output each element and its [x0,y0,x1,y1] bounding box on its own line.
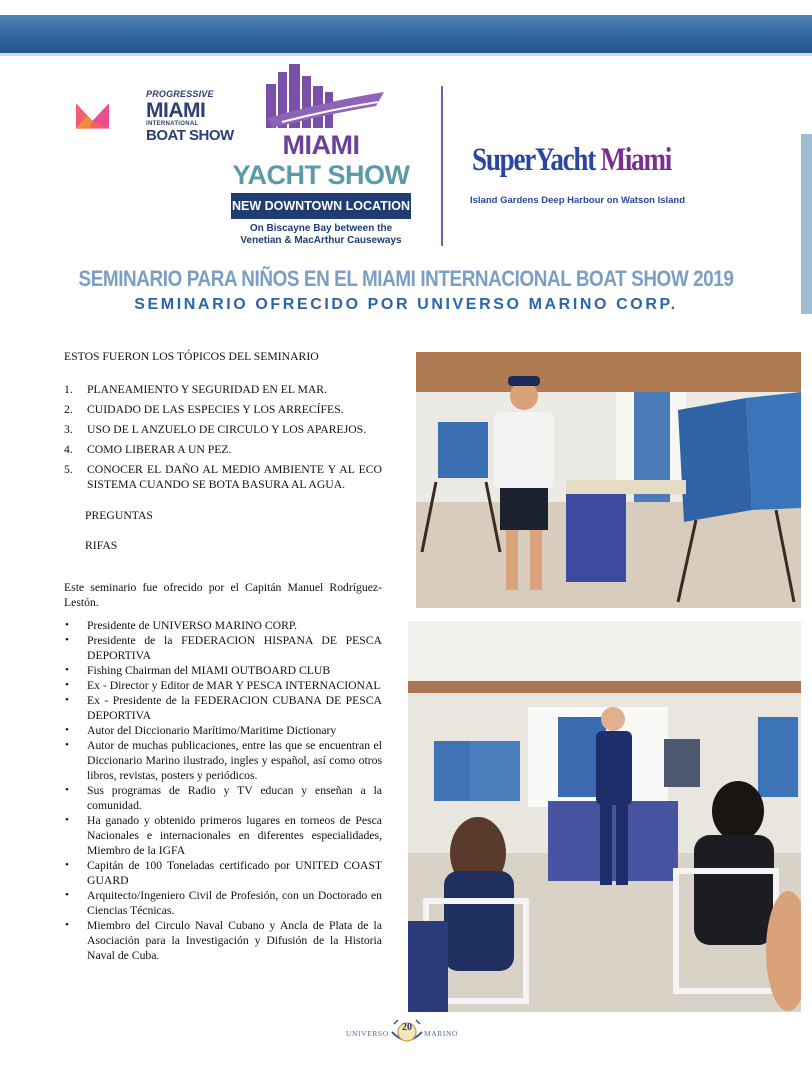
questions-label: PREGUNTAS [85,509,153,522]
topic-number: 3. [64,423,73,436]
pmibs-boat-show: BOAT SHOW [146,127,234,144]
article-body [64,349,382,963]
bio-item: • Capitán de 100 Toneladas certificado por UNITED COAST GUARD [64,858,382,888]
miami-yacht-show-logo [226,62,416,252]
bio-item: • Ha ganado y obtenido primeros lugares en torneos de Pesca Nacionales e internacionales en diferentes especialidades, Miembro de la IGFA [64,813,382,858]
edge-photo-strip [801,134,812,314]
footer-left-word: UNIVERSO [346,1029,389,1038]
topics-heading: ESTOS FUERON LOS TÓPICOS DEL SEMINARIO [64,350,319,363]
page-number: 20 [402,1022,412,1033]
bio-item: • Autor de muchas publicaciones, entre las que se encuentran el Diccionario Marino ilustrado, ingles y español, así como otros libros, revistas, posters y periódicos. [64,738,382,783]
topic-item [64,382,382,397]
topic-number: 5. [64,463,73,476]
bio-item: • Miembro del Circulo Naval Cubano y Ancla de Plata de la Asociación para la Investigación y Difusión de la Historia Naval de Cuba. [64,918,382,963]
raffles-label: RIFAS [85,539,118,552]
article-subheadline: SEMINARIO OFRECIDO POR UNIVERSO MARINO CORP. [134,296,678,313]
topic-number: 4. [64,443,73,456]
superyacht-word: SuperYacht [472,142,601,178]
bio-item: • Arquitecto/Ingeniero Civil de Profesión, con un Doctorado en Ciencias Técnicas. [64,888,382,918]
topic-number: 1. [64,383,73,396]
topic-item [64,442,382,457]
skyline-icon [258,62,386,130]
pmibs-miami: MIAMI [146,99,206,122]
bio-item: • Autor del Diccionario Marítimo/Maritime Dictionary [64,723,382,738]
bio-item: • Fishing Chairman del MIAMI OUTBOARD CLUB [64,663,382,678]
superyacht-miami-logo [472,142,671,179]
superyacht-subtitle: Island Gardens Deep Harbour on Watson Island [470,195,686,206]
topic-text: CUIDADO DE LAS ESPECIES Y LOS ARRECÍFES. [87,403,344,416]
logo-divider [441,86,443,246]
seminar-photo-2 [408,621,801,1012]
bio-item: • Ex - Director y Editor de MAR Y PESCA INTERNACIONAL [64,678,382,693]
bio-list [64,618,382,963]
topic-item [64,422,382,437]
intro-paragraph: Este seminario fue ofrecido por el Capitán Manuel Rodríguez-Lestón. [64,581,382,609]
miami-word: Miami [600,142,672,178]
bio-item: • Presidente de la FEDERACION HISPANA DE PESCA DEPORTIVA [64,633,382,663]
topic-item [64,462,382,492]
topic-text: USO DE L ANZUELO DE CIRCULO Y LOS APAREJOS. [87,423,367,436]
mys-subtitle-1: On Biscayne Bay between the [249,223,393,234]
topic-text: CONOCER EL DAÑO AL MEDIO AMBIENTE Y AL ECO SISTEMA CUANDO SE BOTA BASURA AL AGUA. [87,463,382,491]
bio-item: • Sus programas de Radio y TV educan y enseñan a la comunidad. [64,783,382,813]
topic-text: PLANEAMIENTO Y SEGURIDAD EN EL MAR. [87,383,328,396]
mys-title-yacht-show: YACHT SHOW [232,160,410,190]
pmibs-logo-mark [76,88,144,144]
seminar-photo-1 [416,352,801,608]
pmibs-progressive: PROGRESSIVE [146,89,214,99]
bio-item: • Presidente de UNIVERSO MARINO CORP. [64,618,382,633]
topic-item [64,402,382,417]
mys-subtitle-2: Venetian & MacArthur Causeways [240,235,402,246]
topic-text: COMO LIBERAR A UN PEZ. [87,443,232,456]
pmibs-international: INTERNATIONAL [146,121,199,127]
mys-location-badge: NEW DOWNTOWN LOCATION [231,193,411,219]
topics-list [64,382,382,492]
top-banner-bar [0,15,812,53]
pmibs-logo-text [146,90,234,143]
bio-item: • Ex - Presidente de la FEDERACION CUBANA DE PESCA DEPORTIVA [64,693,382,723]
page-footer [0,1018,812,1048]
top-banner-shadow [0,53,812,56]
article-headline: SEMINARIO PARA NIÑOS EN EL MIAMI INTERNACIONAL BOAT SHOW 2019 [78,266,734,291]
footer-right-word: MARINO [424,1029,459,1038]
mys-title-miami: MIAMI [282,130,360,160]
topic-number: 2. [64,403,73,416]
